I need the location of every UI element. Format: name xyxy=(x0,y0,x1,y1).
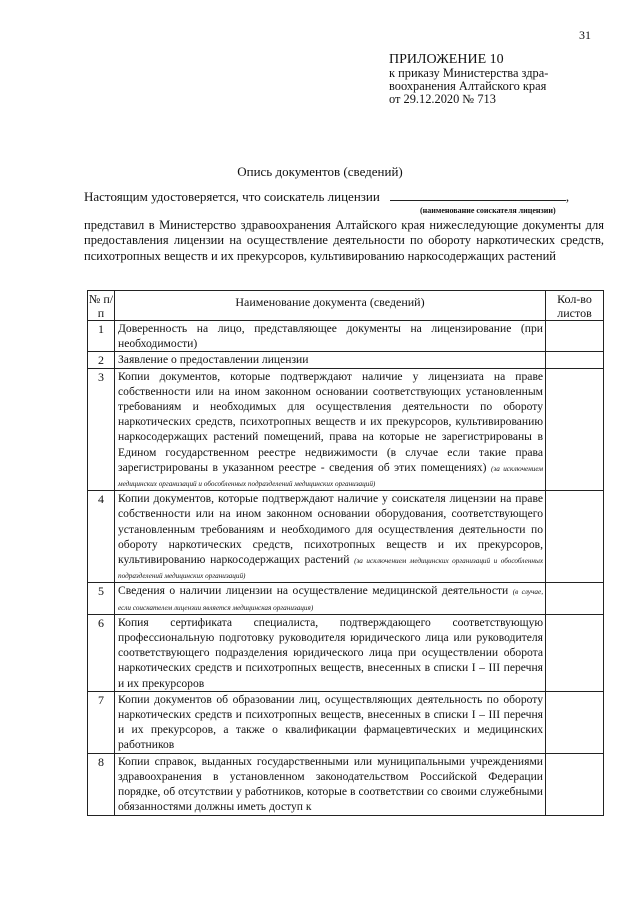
row-sheet-count-cell[interactable] xyxy=(546,368,604,491)
row-number: 4 xyxy=(88,491,115,583)
row-number: 7 xyxy=(88,691,115,753)
page-number: 31 xyxy=(579,28,591,42)
row-document-text: Сведения о наличии лицензии на осуществление медицинской деятельности xyxy=(118,584,509,598)
row-document-text: Доверенность на лицо, представляющее документы на лицензирование (при необходимости) xyxy=(118,322,543,351)
appendix-line-1: к приказу Министерства здра- xyxy=(389,66,549,80)
table-row xyxy=(88,491,604,583)
table-row xyxy=(88,368,604,491)
table-row xyxy=(88,583,604,614)
table-row xyxy=(88,321,604,352)
licensee-note: (наименование соискателя лицензии) xyxy=(420,206,556,215)
table-row xyxy=(88,614,604,691)
certify-text: Настоящим удостоверяется, что соискатель лицензии xyxy=(84,189,380,204)
intro-paragraph: представил в Министерство здравоохранения Алтайского края нижеследующие документы для предоставления лицензии на осуществление деятельности по обороту наркотических средств, психотропных веществ и их прекурсоров, культивированию наркосодержащих растений xyxy=(84,218,604,263)
row-number: 5 xyxy=(88,583,115,614)
row-number: 3 xyxy=(88,368,115,491)
table-row xyxy=(88,753,604,815)
document-title: Опись документов (сведений) xyxy=(237,164,403,179)
row-document-name xyxy=(115,368,546,491)
row-document-name xyxy=(115,753,546,815)
row-sheet-count-cell[interactable] xyxy=(546,583,604,614)
row-document-text: Копия сертификата специалиста, подтверждающего соответствующую профессиональную подготовку руководителя юридического лица или руководителя соответствующего подразделения юридического лица при осуществлении оборота наркотических средств и психотропных веществ, внесенных в списки I – III перечня и их прекурсоров xyxy=(118,615,543,690)
appendix-line-3: от 29.12.2020 № 713 xyxy=(389,92,496,106)
table-row xyxy=(88,352,604,368)
appendix-line-2: воохранения Алтайского края xyxy=(389,79,547,93)
documents-table xyxy=(87,290,604,816)
row-document-text: Копии справок, выданных государственными или муниципальными учреждениями здравоохранения в установленном законодательством Российской Федерации порядке, об отсутствии у работников, которые в соответствии со своими служебными обязанностями должны иметь доступ к xyxy=(118,754,543,814)
row-document-text: Заявление о предоставлении лицензии xyxy=(118,353,309,367)
certify-comma: , xyxy=(565,189,570,204)
row-document-name xyxy=(115,352,546,368)
header-number: № п/п xyxy=(88,292,114,320)
header-document-name: Наименование документа (сведений) xyxy=(115,291,546,321)
row-sheet-count-cell[interactable] xyxy=(546,321,604,352)
row-document-note: (в случае, если соискателем лицензии является медицинская организация) xyxy=(118,588,544,612)
row-document-name xyxy=(115,583,546,614)
header-sheet-count: Кол-во листов xyxy=(546,291,604,321)
row-sheet-count-cell[interactable] xyxy=(546,753,604,815)
row-sheet-count-cell[interactable] xyxy=(546,614,604,691)
row-document-name xyxy=(115,691,546,753)
appendix-title: ПРИЛОЖЕНИЕ 10 xyxy=(389,52,504,67)
row-document-name xyxy=(115,491,546,583)
row-sheet-count-cell[interactable] xyxy=(546,691,604,753)
row-number: 6 xyxy=(88,614,115,691)
row-document-text: Копии документов об образовании лиц, осуществляющих деятельность по обороту наркотических средств и психотропных веществ, внесенных в списки I – III перечня и их прекурсоров, а также о квалификации фармацевтических и медицинских работников xyxy=(118,692,543,752)
table-header-row xyxy=(88,291,604,321)
table-row xyxy=(88,691,604,753)
row-sheet-count-cell[interactable] xyxy=(546,352,604,368)
row-document-note: (за исключением медицинских организаций и обособленных подразделений медицинских организаций) xyxy=(118,464,543,489)
row-document-note: (за исключением медицинских организаций и обособленных подразделений медицинских организаций) xyxy=(118,557,544,581)
certify-line xyxy=(84,188,606,205)
row-number: 2 xyxy=(88,352,115,368)
appendix-header xyxy=(389,52,629,106)
row-document-name xyxy=(115,614,546,691)
row-sheet-count-cell[interactable] xyxy=(546,491,604,583)
row-number: 1 xyxy=(88,321,115,352)
row-document-text: Копии документов, которые подтверждают наличие у соискателя лицензии на праве собственности или на ином законном основании оборудования, соответствующего установленным требованиям и необходимого для осуществления деятельности по обороту наркотических средств, психотропных веществ и их прекурсоров, культивированию наркосодержащих растений xyxy=(118,492,543,567)
row-document-text: Копии документов, которые подтверждают наличие у лицензиата на праве собственности или на ином законном основании соответствующих установленным требованиям и необходимых для осуществления деятельности по обороту наркотических средств, психотропных веществ и их прекурсоров, культивированию наркосодержащих растений помещений, права на которые не зарегистрированы в Едином государственном реестре недвижимости (в случае если такие права зарегистрированы в указанном реестре - сведения об этих помещениях) xyxy=(118,369,543,474)
row-document-name xyxy=(115,321,546,352)
licensee-name-blank xyxy=(390,188,566,201)
row-number: 8 xyxy=(88,753,115,815)
